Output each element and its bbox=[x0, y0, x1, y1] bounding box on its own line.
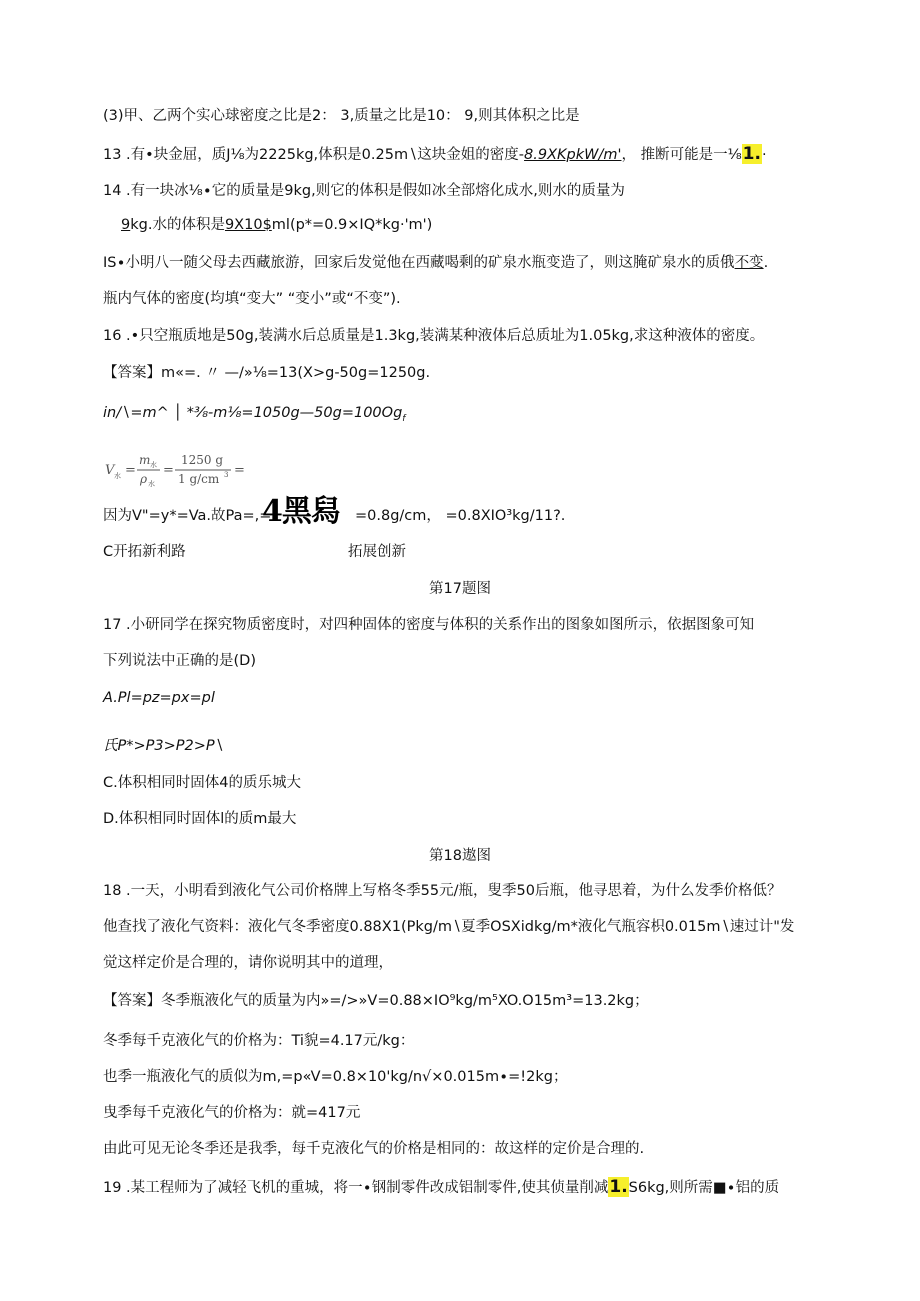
text: C.体积相同时固体4的质乐城大 bbox=[103, 775, 301, 791]
q18-answer-line-5 bbox=[103, 1139, 644, 1159]
text: kg.水的体积是 bbox=[130, 217, 225, 233]
q18-line bbox=[103, 881, 781, 901]
q16-answer-line-3b bbox=[355, 506, 565, 526]
text: C开拓新利路 bbox=[103, 544, 186, 560]
highlight-mark: 1. bbox=[609, 1177, 628, 1197]
text: 因为V"=y*=Va.故Pa=,= bbox=[103, 508, 272, 524]
formula-den2: 1 g/cm bbox=[178, 472, 220, 486]
q18-answer-line bbox=[103, 991, 649, 1011]
formula-den1-sub: 水 bbox=[148, 480, 155, 488]
q13-line bbox=[103, 144, 767, 165]
answer-underlined: 9 bbox=[121, 217, 131, 233]
formula-den2-sup: 3 bbox=[224, 471, 229, 479]
formula-num1-sub: 水 bbox=[150, 461, 157, 469]
formula-lhs-sub: 水 bbox=[114, 472, 121, 480]
section-heading-right bbox=[348, 542, 406, 562]
q14-answer-line bbox=[121, 215, 432, 235]
text: 第18遨图 bbox=[429, 848, 491, 864]
text: 13 .有•块金屈，质J⅛为2225kg,体积是0.25m∖这块金姐的密度- bbox=[103, 147, 525, 163]
text: D.体积相同时固体l的质m最大 bbox=[103, 811, 297, 827]
q15-line bbox=[103, 253, 768, 273]
q17-option-c bbox=[103, 773, 301, 793]
q17-line-2 bbox=[103, 651, 256, 671]
text: 瓶内气体的密度(均填“变大” “变小”或“不变”). bbox=[103, 291, 401, 307]
text: 第17题图 bbox=[429, 581, 491, 597]
q16-line bbox=[103, 326, 764, 346]
q18-answer-line-3 bbox=[103, 1067, 567, 1087]
figure-caption-17 bbox=[0, 579, 920, 599]
text: =0.8g/cm， =0.8XIO³kg∕11?. bbox=[355, 508, 566, 524]
q16-answer-line bbox=[103, 363, 430, 383]
text: 由此可见无论冬季还是我季，每千克液化气的价格是相同的：故这样的定价是合理的. bbox=[103, 1141, 645, 1157]
text: 冬季每千克液化气的价格为：Ti貌=4.17元/kg： bbox=[103, 1033, 415, 1049]
text: 18 .一天，小明看到液化气公司价格牌上写格冬季55元/瓶，叟季50后瓶，他寻思着，为什么发季价格低？ bbox=[103, 883, 782, 899]
figure-caption-18 bbox=[0, 846, 920, 866]
text: 【答案】冬季瓶液化气的质量为内»=/>»V=0.88×IO⁹kg/m⁵XO.O15m³=13.2kg； bbox=[103, 993, 649, 1009]
q17-option-d bbox=[103, 809, 296, 829]
q17-line bbox=[103, 615, 754, 635]
text: S6kg,则所需■∙铝的质 bbox=[628, 1180, 780, 1196]
formula-den1: ρ bbox=[140, 472, 148, 486]
formula-eq3: = bbox=[234, 463, 245, 478]
q19-line bbox=[103, 1177, 779, 1198]
section-heading-left bbox=[103, 542, 186, 562]
q18-line-2 bbox=[103, 917, 794, 937]
q16-answer-line-2 bbox=[103, 403, 405, 429]
volume-formula bbox=[103, 449, 253, 489]
text: 觉这样定价是合理的，请你说明其中的道理， bbox=[103, 955, 393, 971]
text: . bbox=[763, 255, 769, 271]
highlight-mark: 1. bbox=[742, 144, 761, 164]
answer-underlined: 不变 bbox=[734, 255, 764, 271]
formula-num1: m bbox=[139, 453, 151, 467]
text: 曳季每千克液化气的价格为：就=417元 bbox=[103, 1105, 361, 1121]
formula-eq2: = bbox=[163, 463, 174, 478]
text: ml(p*=0.9×IQ*kg·'m') bbox=[271, 217, 433, 233]
text: 19 .某工程师为了减轻飞机的重城，将一∙钢制零件改成铝制零件,使其侦量削减 bbox=[103, 1180, 609, 1196]
formula-num2: 1250 g bbox=[181, 453, 224, 467]
q17-option-b bbox=[103, 736, 224, 756]
q16-answer-line-3 bbox=[103, 506, 271, 526]
text: IS∙小明八一随父母去西藏旅游，回家后发觉他在西藏喝剩的矿泉水瓶变造了，则这腌矿泉水的质俄 bbox=[103, 255, 735, 271]
subscript: f bbox=[402, 413, 406, 424]
q15-3-line bbox=[103, 106, 580, 126]
text: 拓展创新 bbox=[348, 544, 406, 560]
text: 也季一瓶液化气的质似为m,=p«V=0.8×10'kg∕n√×0.015m∙=!2kg； bbox=[103, 1069, 568, 1085]
q15-line-2 bbox=[103, 289, 401, 309]
text: ， 推断可能是一⅛ bbox=[621, 147, 742, 163]
text: 17 .小研同学在探究物质密度时，对四种固体的密度与体积的关系作出的图象如图所示，依据图象可知 bbox=[103, 617, 755, 633]
text: (3)甲、乙两个实心球密度之比是2： 3,质量之比是10： 9,则其体积之比是 bbox=[103, 108, 580, 124]
text: in∕∖=m^ │ *⅜-m⅛=1050g—50g=100Og bbox=[103, 405, 403, 421]
q18-line-3 bbox=[103, 953, 393, 973]
formula-eq1: = bbox=[125, 463, 136, 478]
answer-underlined: 9X10$ bbox=[224, 217, 272, 233]
q17-option-a bbox=[103, 688, 215, 708]
text: 下列说法中正确的是(D) bbox=[103, 653, 256, 669]
answer-underlined: 8.9XKpkW∕m' bbox=[524, 147, 622, 163]
q18-answer-line-2 bbox=[103, 1031, 414, 1051]
q14-line bbox=[103, 181, 625, 201]
text: · bbox=[761, 147, 767, 163]
text: 氏P*>P3>P2>P∖ bbox=[103, 738, 224, 754]
text: A.Pl=pz=px=pl bbox=[103, 690, 215, 706]
distorted-formula-glyphs: 4黑舄 bbox=[262, 494, 340, 529]
text: 【答案】m«=. 〃 —/»⅛=13(X>g-50g=1250g. bbox=[103, 365, 431, 381]
formula-lhs: V bbox=[105, 463, 115, 478]
q18-answer-line-4 bbox=[103, 1103, 360, 1123]
text: 他查找了液化气资料：液化气冬季密度0.88X1(Pkg∕m∖夏季OSXidkg/m*液化气瓶容枳0.015m∖速过计"发 bbox=[103, 919, 795, 935]
text: 16 .•只空瓶质地是50g,装满水后总质量是1.3kg,装满某种液体后总质址为1.05kg,求这种液体的密度。 bbox=[103, 328, 765, 344]
text: 14 .有一块冰⅛∙它的质量是9kg,则它的体积是假如冰全部熔化成水,则水的质量为 bbox=[103, 183, 625, 199]
